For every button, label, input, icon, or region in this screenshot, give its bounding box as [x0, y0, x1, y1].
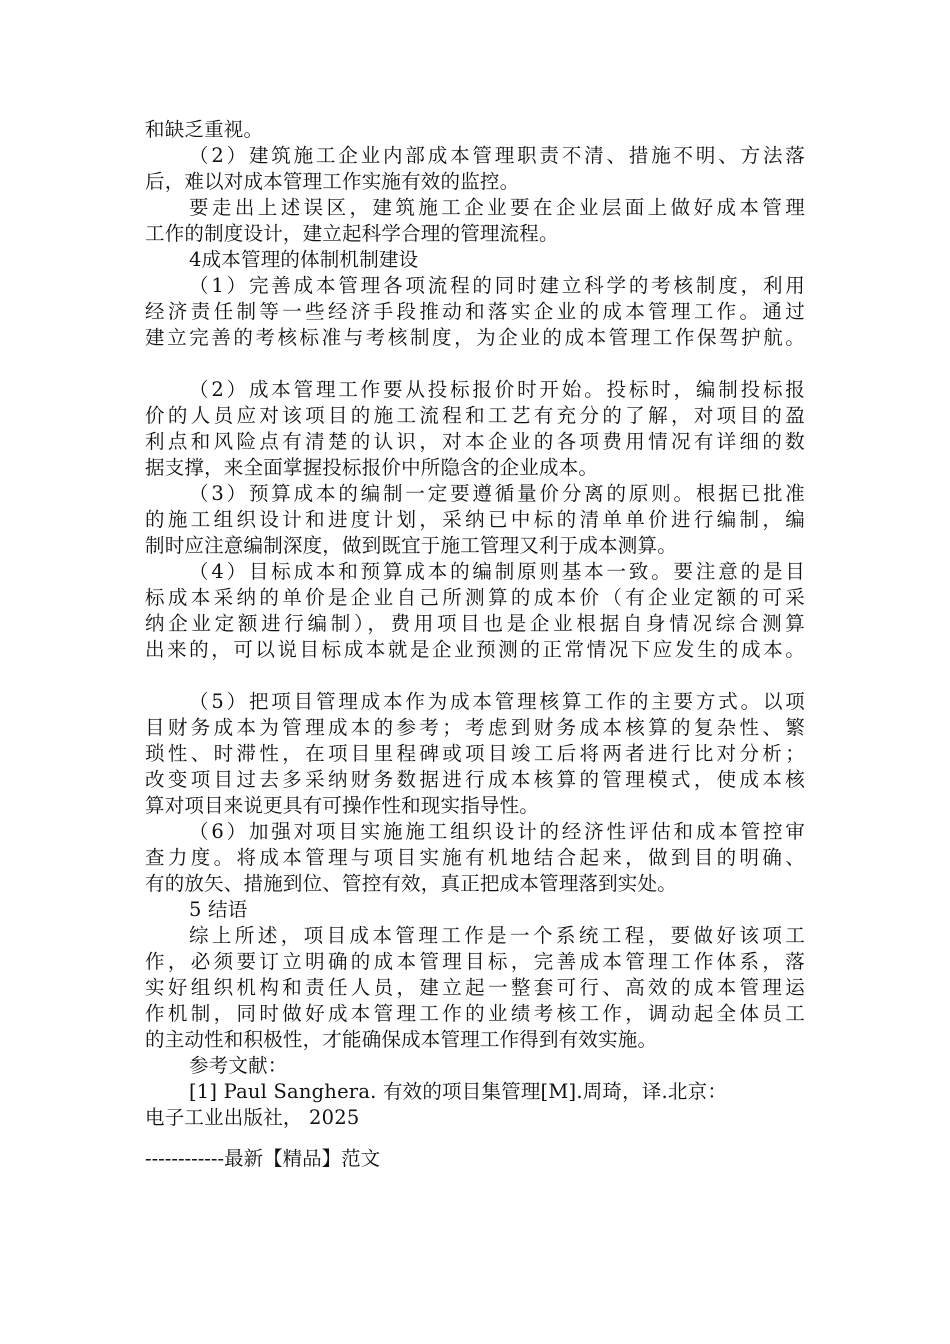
text-line: 作机制，同时做好成本管理工作的业绩考核工作，调动起全体员工: [145, 1002, 805, 1025]
text-line: （3）预算成本的编制一定要遵循量价分离的原则。根据已批准: [189, 482, 805, 505]
text-line: 据支撑，来全面掌握投标报价中所隐含的企业成本。: [145, 456, 599, 479]
text-line: 查力度。将成本管理与项目实施有机地结合起来，做到目的明确、: [145, 846, 805, 869]
text-line: 实好组织机构和责任人员，建立起一整套可行、高效的成本管理运: [145, 976, 805, 999]
text-line: 目财务成本为管理成本的参考；考虑到财务成本核算的复杂性、繁: [145, 716, 805, 739]
text-line: （2）建筑施工企业内部成本管理职责不清、措施不明、方法落: [189, 144, 805, 167]
text-line: 改变项目过去多采纳财务数据进行成本核算的管理模式，使成本核: [145, 768, 805, 791]
text-line: 出来的，可以说目标成本就是企业预测的正常情况下应发生的成本。: [145, 638, 805, 661]
blank-line: [145, 351, 805, 377]
text-line: 琐性、时滞性，在项目里程碑或项目竣工后将两者进行比对分析；: [145, 742, 805, 765]
text-line: 纳企业定额进行编制），费用项目也是企业根据自身情况综合测算: [145, 612, 805, 635]
text-line: 的主动性和积极性，才能确保成本管理工作得到有效实施。: [145, 1028, 658, 1051]
text-line: 作，必须要订立明确的成本管理目标，完善成本管理工作体系，落: [145, 950, 805, 973]
text-line: 经济责任制等一些经济手段推动和落实企业的成本管理工作。通过: [145, 300, 805, 323]
text-line: [1] Paul Sanghera. 有效的项目集管理[M].周琦，译.北京：: [189, 1080, 728, 1103]
text-line: 和缺乏重视。: [145, 118, 264, 141]
text-line: 综上所述，项目成本管理工作是一个系统工程，要做好该项工: [189, 924, 805, 947]
text-line: （1）完善成本管理各项流程的同时建立科学的考核制度，利用: [189, 274, 805, 297]
text-line: 价的人员应对该项目的施工流程和工艺有充分的了解，对项目的盈: [145, 404, 805, 427]
document-body: [145, 117, 805, 1131]
text-line: （5）把项目管理成本作为成本管理核算工作的主要方式。以项: [189, 690, 805, 713]
text-line: 参考文献：: [189, 1054, 288, 1077]
blank-line: [145, 663, 805, 689]
text-line: （2）成本管理工作要从投标报价时开始。投标时，编制投标报: [189, 378, 805, 401]
text-line: 标成本采纳的单价是企业自己所测算的成本价（有企业定额的可采: [145, 586, 805, 609]
text-line: 算对项目来说更具有可操作性和现实指导性。: [145, 794, 540, 817]
text-line: 制时应注意编制深度，做到既宜于施工管理又利于成本测算。: [145, 534, 677, 557]
text-line: 电子工业出版社， 2025: [145, 1106, 360, 1129]
text-line: 工作的制度设计，建立起科学合理的管理流程。: [145, 222, 559, 245]
text-line: 有的放矢、措施到位、管控有效，真正把成本管理落到实处。: [145, 872, 677, 895]
text-line: 后，难以对成本管理工作实施有效的监控。: [145, 170, 520, 193]
footer-text: ------------最新【精品】范文: [145, 1147, 381, 1170]
text-line: 要走出上述误区，建筑施工企业要在企业层面上做好成本管理: [189, 196, 805, 219]
text-line: 4成本管理的体制机制建设: [189, 248, 419, 271]
text-line: （4）目标成本和预算成本的编制原则基本一致。要注意的是目: [189, 560, 805, 583]
text-line: 5 结语: [189, 898, 248, 921]
text-line: 建立完善的考核标准与考核制度，为企业的成本管理工作保驾护航。: [145, 326, 805, 349]
text-line: （6）加强对项目实施施工组织设计的经济性评估和成本管控审: [189, 820, 805, 843]
text-line: 利点和风险点有清楚的认识，对本企业的各项费用情况有详细的数: [145, 430, 805, 453]
text-line: 的施工组织设计和进度计划，采纳已中标的清单单价进行编制，编: [145, 508, 805, 531]
